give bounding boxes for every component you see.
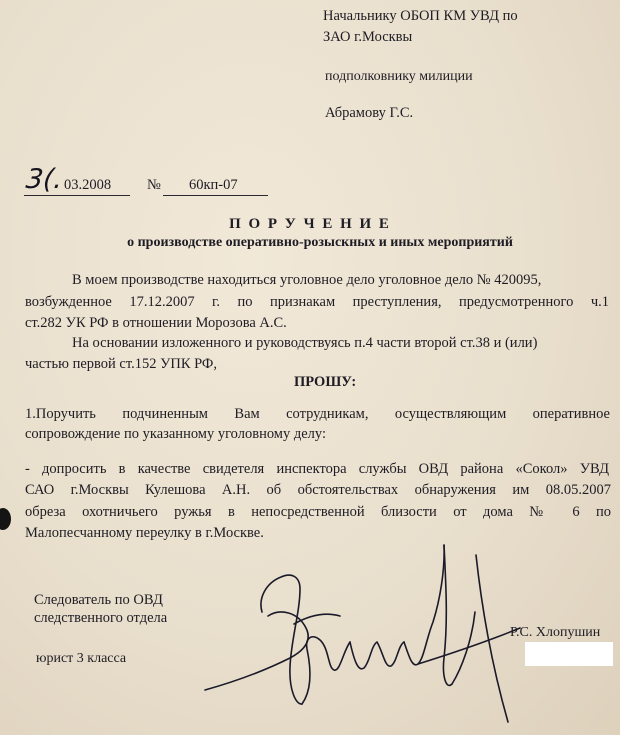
body-p4-line4: Малопесчанному переулку в г.Москве. [25,525,264,541]
signer-name: Р.С. Хлопушин [510,625,601,640]
body-p1-line1: В моем производстве находиться уголовное дело уголовное дело № 420095, [72,272,542,288]
number-sign: № [147,177,161,193]
request-heading: ПРОШУ: [294,374,357,390]
redaction-box [525,642,613,666]
date-text: 03.2008 [64,177,112,193]
body-p4-line2: САО г.Москвы Кулешова А.Н. об обстоятельствах обнаружения им 08.05.2007 [25,482,611,498]
signer-title-line2: следственного отдела [34,610,168,626]
punch-hole [0,508,11,530]
addressee-line-2: ЗАО г.Москвы [323,29,413,45]
signer-title-line1: Следователь по ОВД [34,592,163,608]
document-title: П О Р У Ч Е Н И Е [229,216,391,232]
body-p2-line2: частью первой ст.152 УПК РФ, [25,356,218,372]
signer-rank: юрист 3 класса [36,651,127,666]
document-number: 60кп-07 [189,177,238,193]
body-p4-line3: обреза охотничьего ружья в непосредственной близости от дома № 6 по [25,504,611,520]
body-p1-line3: ст.282 УК РФ в отношении Морозова А.С. [25,315,287,331]
body-p3-line1: 1.Поручить подчиненным Вам сотрудникам, осуществляющим оперативное [25,406,610,422]
addressee-line-3: подполковнику милиции [325,69,473,84]
number-underline [163,195,268,196]
addressee-line-4: Абрамову Г.С. [325,105,414,121]
date-underline [24,195,130,196]
body-p1-line2: возбужденное 17.12.2007 г. по признакам преступления, предусмотренного ч.1 [25,294,609,310]
body-p2-line1: На основании изложенного и руководствуясь п.4 части второй ст.38 и (или) [72,335,538,351]
handwritten-day: 3(. [24,164,64,195]
body-p4-line1: - допросить в качестве свидетеля инспектора службы ОВД района «Сокол» УВД [25,461,609,477]
body-p3-line2: сопровождение по указанному уголовному делу: [25,426,326,442]
addressee-line-1: Начальнику ОБОП КМ УВД по [323,8,518,24]
document-subtitle: о производстве оперативно-розыскных и иных мероприятий [127,235,513,250]
